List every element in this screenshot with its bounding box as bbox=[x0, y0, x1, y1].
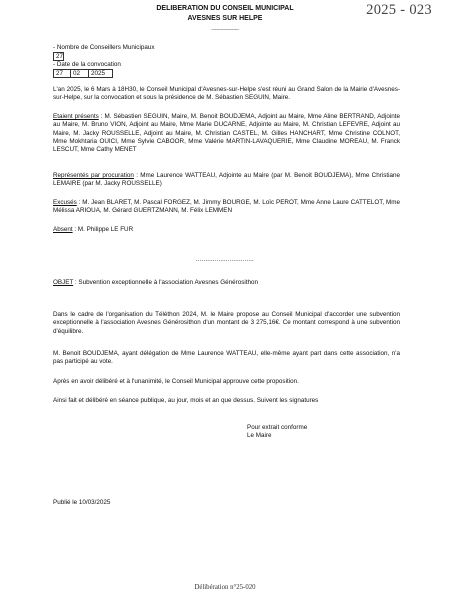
publication-date: Publié le 10/03/2025 bbox=[53, 499, 111, 506]
absent-members bbox=[53, 226, 400, 234]
city-name: AVESNES SUR HELPE bbox=[187, 14, 263, 22]
present-list: : M. Sébastien SEGUIN, Maire, M. Benoit BOUDJEMA, Adjoint au Maire, Mme Aline BERTRAND, Adjointe au Maire, M. Bruno VION, Adjoint au Maire, Mme Marie DUCARNE, Adjointe au Maire, M. Christian LEFEVRE, Adjoint au Maire, M. Jacky ROUSSELLE, Adjoint au Maire, M. Christian CASTEL, M. Gilles HANCHART, Mme Christine COLNOT, Mme Mokhtaria OUICI, Mme Sylvie CABOOR, Mme Valérie MARTIN-LAVAQUERIE, Mme Claudine MOREAU, M. Franck LESCUT, Mme Cathy MENET bbox=[53, 113, 400, 154]
footer-deliberation-number: Délibération n°25-020 bbox=[194, 584, 256, 591]
signature-line-2: Le Maire bbox=[247, 432, 272, 440]
paragraph-vote: Après en avoir délibéré et à l'unanimité, le Conseil Municipal approuve cette proposition. bbox=[53, 378, 299, 385]
signature-line-1: Pour extrait conforme bbox=[247, 424, 308, 431]
paragraph-closing: Ainsi fait et délibéré en séance publique, au jour, mois et an que dessus. Suivent les signatures bbox=[53, 397, 319, 404]
proxy-list: : Mme Laurence WATTEAU, Adjointe au Maire (par M. Benoit BOUDJEMA), Mme Christiane LEMAIRE (par M. Jacky ROUSSELLE) bbox=[53, 172, 400, 188]
section-divider: ............................... bbox=[196, 257, 254, 263]
absent-label: Absent bbox=[53, 226, 73, 233]
meeting-meta bbox=[53, 44, 155, 78]
paragraph-delegation: M. Benoit BOUDJEMA, ayant délégation de Mme Laurence WATTEAU, elle-même ayant part dans cette association, n'a pas participé au vote. bbox=[53, 350, 400, 366]
present-label: Etaient présents bbox=[53, 113, 99, 120]
document-header bbox=[0, 4, 450, 33]
councillors-count: 27 bbox=[53, 52, 64, 61]
deliberation-title: DELIBERATION DU CONSEIL MUNICIPAL bbox=[156, 5, 294, 12]
excused-members bbox=[53, 199, 400, 216]
convocation-date bbox=[53, 69, 155, 78]
convocation-month: 02 bbox=[71, 69, 89, 78]
proxy-label: Représentés par procuration bbox=[53, 172, 134, 179]
present-members bbox=[53, 113, 400, 154]
intro-paragraph: L'an 2025, le 6 Mars à 18H30, le Conseil Municipal d'Avesnes-sur-Helpe s'est réuni au Grand Salon de la Mairie d'Avesnes-sur-Helpe, sur la convocation et sous la présidence de M. Sébastien SEGUIN, Maire. bbox=[53, 86, 400, 102]
paragraph-proposal: Dans le cadre de l'organisation du Téléthon 2024, M. le Maire propose au Conseil Municipal d'accorder une subvention exceptionnelle à l'association Avesnes Générosithon d'un montant de 3 275,16€. Ce montant correspond à une subvention d'équilibre. bbox=[53, 311, 400, 335]
absent-list: : M. Philippe LE FUR bbox=[72, 226, 134, 233]
excused-list: : M. Jean BLARET, M. Pascal FORGEZ, M. Jimmy BOURGE, M. Loïc PEROT, Mme Anne Laure CATTELOT, Mme Mélissa ARIOUA, M. Gérard GUERTZMANN, M. Félix LEMMEN bbox=[53, 199, 400, 215]
document-number: 2025 - 023 bbox=[366, 2, 432, 18]
objet-label: OBJET bbox=[53, 279, 74, 286]
excused-label: Excusés bbox=[53, 199, 77, 206]
convocation-year: 2025 bbox=[89, 69, 113, 78]
proxy-members bbox=[53, 172, 400, 189]
header-separator: ________ bbox=[211, 24, 239, 31]
councillors-label: - Nombre de Conseillers Municipaux bbox=[53, 44, 155, 51]
convocation-day: 27 bbox=[53, 69, 71, 78]
convocation-label: - Date de la convocation bbox=[53, 61, 121, 68]
signature-block bbox=[247, 424, 307, 441]
objet-line bbox=[53, 279, 400, 287]
objet-text: : Subvention exceptionnelle à l'association Avesnes Générosithon bbox=[73, 279, 259, 286]
